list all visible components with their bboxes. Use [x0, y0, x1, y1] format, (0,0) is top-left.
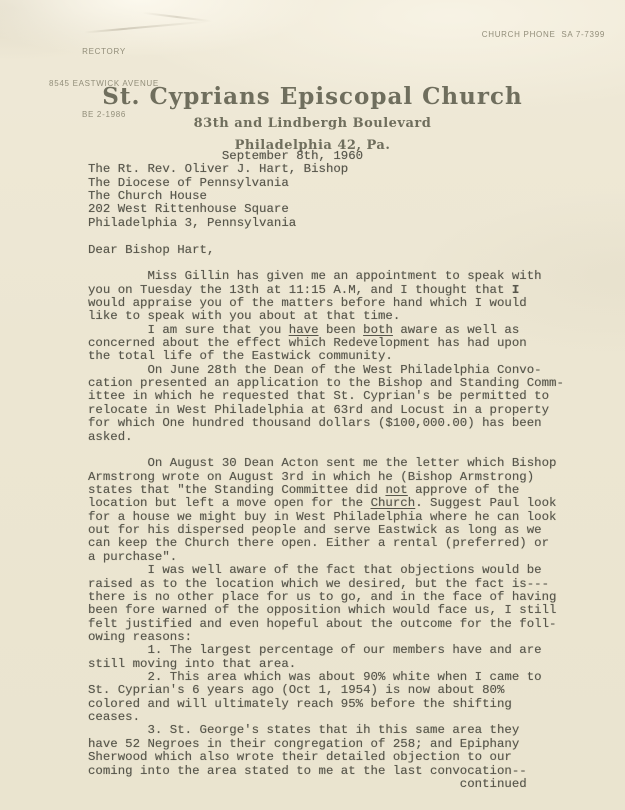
- letter-line: asked.: [88, 429, 133, 444]
- letter-line: 2. This area which was about 90% white when I came to: [88, 670, 542, 685]
- letter-line: Dear Bishop Hart,: [88, 242, 215, 257]
- letter-line: On June 28th the Dean of the West Philadelphia Convo-: [88, 362, 542, 377]
- letter-line: been fore warned of the opposition which would face us, I still: [88, 603, 557, 618]
- letterhead-street: 83th and Lindbergh Boulevard: [193, 116, 432, 131]
- letter-line: I am sure that you have been both aware as well as: [88, 322, 520, 337]
- letter-line: ceases.: [88, 710, 141, 725]
- letter-line: relocate in West Philadelphia at 63rd and Locust in a property: [88, 402, 550, 417]
- letter-line: Sherwood which also wrote their detailed objection to our: [88, 750, 512, 765]
- letterhead: [0, 83, 625, 153]
- letter-line: would appraise you of the matters before hand which I would: [88, 295, 527, 310]
- letter-line: like to speak with you about at that time.: [88, 309, 401, 324]
- letter-line: 1. The largest percentage of our members have and are: [88, 643, 542, 658]
- letter-line: can keep the Church there open. Either a rental (preferred) or: [88, 536, 550, 551]
- letter-line: location but left a move open for the Church. Suggest Paul look: [88, 496, 557, 511]
- letter-line: colored and will ultimately reach 95% before the shifting: [88, 696, 512, 711]
- letter-line: raised as to the location which we desired, but the fact is---: [88, 576, 550, 591]
- letter-line: felt justified and even hopeful about the outcome for the foll-: [88, 616, 557, 631]
- letter-line: Miss Gillin has given me an appointment to speak with: [88, 269, 542, 284]
- church-phone: CHURCH PHONE SA 7-7399: [481, 30, 605, 39]
- letter-line: continued: [88, 776, 527, 791]
- letter-line: [88, 444, 564, 457]
- rectory-line: RECTORY: [82, 47, 126, 56]
- letter-line: St. Cyprian's 6 years ago (Oct 1, 1954) is now about 80%: [88, 683, 505, 698]
- letter-line: there is no other place for us to go, and in the face of having: [88, 589, 557, 604]
- letter-line: [88, 230, 564, 243]
- letter-line: the total life of the Eastwick community.: [88, 349, 393, 364]
- letter-line: On August 30 Dean Acton sent me the letter which Bishop: [88, 456, 557, 471]
- church-name: St. Cyprians Episcopal Church: [102, 83, 523, 110]
- letter-line: states that "the Standing Committee did not approve of the: [88, 482, 520, 497]
- letter-line: September 8th, 1960: [88, 149, 364, 163]
- letterhead-city: Philadelphia 42, Pa.: [234, 138, 391, 153]
- letter-line: [88, 257, 564, 270]
- letter-line: cation presented an application to the Bishop and Standing Comm-: [88, 376, 564, 391]
- letter-line: 202 West Rittenhouse Square: [88, 202, 289, 217]
- letter-line: ittee in which he requested that St. Cyprian's be permitted to: [88, 389, 550, 404]
- letter-line: still moving into that area.: [88, 656, 297, 671]
- letter-line: a purchase".: [88, 549, 178, 564]
- letter-line: coming into the area stated to me at the last convocation--: [88, 763, 527, 778]
- letter-line: for which One hundred thousand dollars ($100,000.00) has been: [88, 416, 542, 431]
- rectory-line: BE 2-1986: [81, 110, 127, 119]
- paper-crease: [142, 12, 212, 23]
- letter-line: have 52 Negroes in their congregation of 258; and Epiphany: [88, 736, 520, 751]
- letter-line: The Diocese of Pennsylvania: [88, 175, 289, 190]
- letter-line: The Church House: [88, 189, 207, 204]
- letter-line: The Rt. Rev. Oliver J. Hart, Bishop: [88, 162, 349, 177]
- letter-line: concerned about the effect which Redevelopment has had upon: [88, 336, 527, 351]
- letter-line: out for his dispersed people and serve Eastwick as long as we: [88, 523, 542, 538]
- letter-line: Armstrong wrote on August 3rd in which he (Bishop Armstrong): [88, 469, 535, 484]
- letter-line: for a house we might buy in West Philadelphia where he can look: [88, 509, 557, 524]
- letter-body: [88, 150, 564, 791]
- letter-line: Philadelphia 3, Pennsylvania: [88, 215, 297, 230]
- letter-line: I was well aware of the fact that objections would be: [88, 563, 542, 578]
- letter-line: 3. St. George's states that ih this same area they: [88, 723, 520, 738]
- rectory-line: 8545 EASTWICK AVENUE: [49, 78, 159, 88]
- letter-line: owing reasons:: [88, 629, 193, 644]
- letter-line: you on Tuesday the 13th at 11:15 A.M, and I thought that I: [88, 282, 520, 297]
